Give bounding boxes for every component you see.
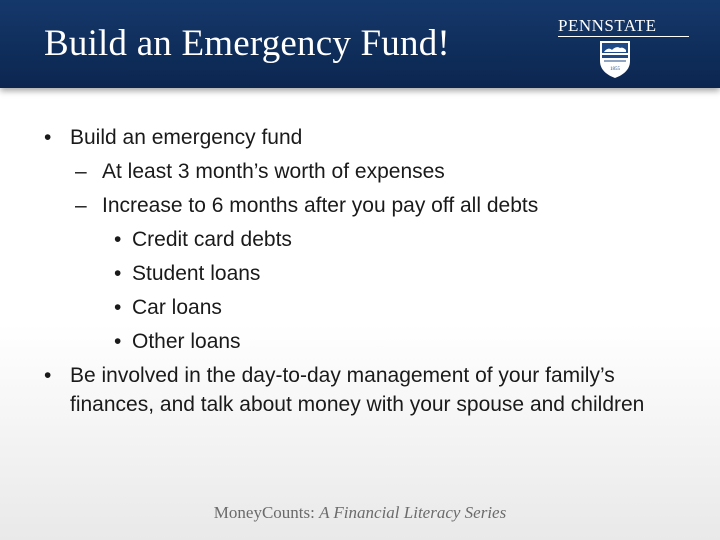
list-item <box>40 189 700 223</box>
logo-year: 1855 <box>610 67 620 72</box>
list-item <box>40 257 700 291</box>
list-item-text: Build an emergency fund <box>70 126 303 149</box>
title-bar <box>0 0 720 88</box>
penn-state-logo <box>558 16 690 76</box>
list-item <box>40 121 700 155</box>
list-item <box>40 155 700 189</box>
logo-wordmark: PENNSTATE <box>558 16 657 35</box>
bullet-marker: • <box>114 330 122 353</box>
list-item-text: At least 3 month’s worth of expenses <box>102 160 445 183</box>
shield-icon <box>598 39 632 79</box>
logo-underline <box>558 36 689 37</box>
footer-series-name: MoneyCounts: <box>213 503 315 522</box>
bullet-list <box>40 121 700 422</box>
footer-series-subtitle: A Financial Literacy Series <box>319 503 507 522</box>
list-item-text: Increase to 6 months after you pay off all debts <box>102 194 539 217</box>
list-item-text: Other loans <box>132 330 241 353</box>
footer <box>0 503 720 523</box>
list-item <box>40 359 700 422</box>
list-item <box>40 223 700 257</box>
bullet-marker: • <box>44 364 52 387</box>
list-item-text: Be involved in the day-to-day management of your family’s finances, and talk about money with your spouse and children <box>70 364 645 416</box>
slide-content <box>40 121 700 422</box>
dash-marker: – <box>75 194 87 217</box>
bullet-marker: • <box>114 296 122 319</box>
bullet-marker: • <box>114 228 122 251</box>
bullet-marker: • <box>114 262 122 285</box>
bullet-marker: • <box>44 126 52 149</box>
list-item-text: Credit card debts <box>132 228 292 251</box>
list-item <box>40 291 700 325</box>
slide-title: Build an Emergency Fund! <box>44 23 450 64</box>
list-item-text: Student loans <box>132 262 261 285</box>
list-item-text: Car loans <box>132 296 222 319</box>
dash-marker: – <box>75 160 87 183</box>
list-item <box>40 325 700 359</box>
